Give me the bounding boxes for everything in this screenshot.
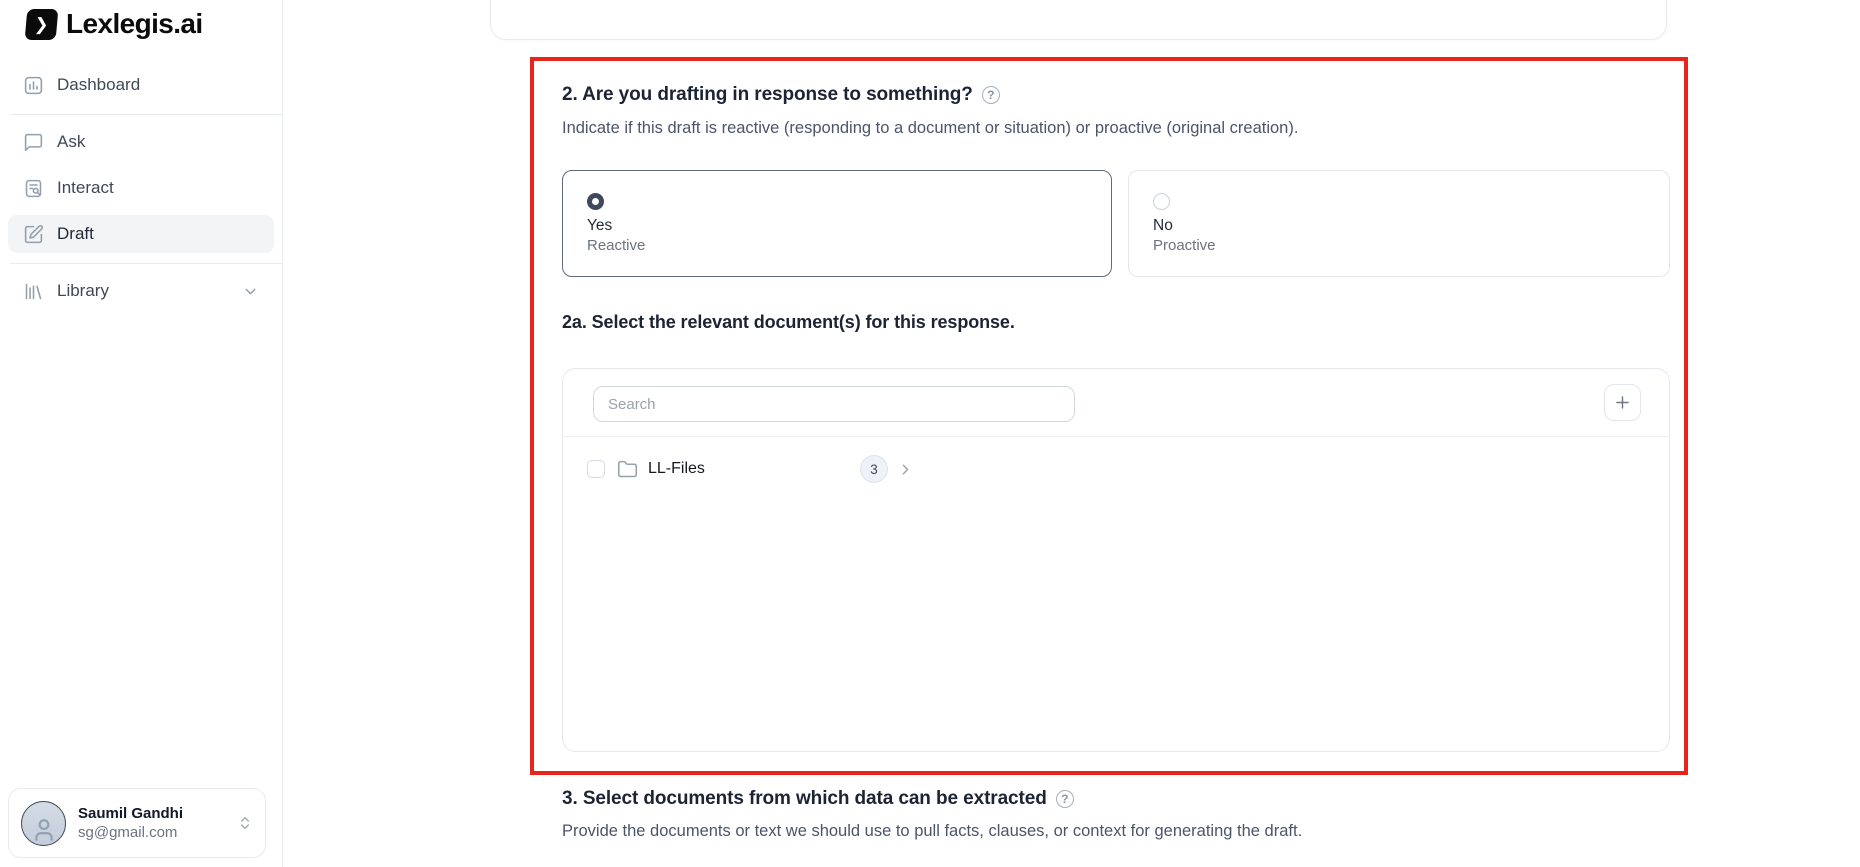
question3-title-text: 3. Select documents from which data can be extracted	[562, 788, 1047, 809]
option-sublabel: Reactive	[587, 237, 646, 254]
sidebar-item-label: Interact	[57, 178, 114, 197]
question2-title	[562, 84, 1000, 106]
file-checkbox[interactable]	[587, 460, 605, 478]
file-row[interactable]	[563, 446, 1669, 492]
bar-chart-icon	[23, 75, 44, 96]
chevron-right-icon[interactable]	[897, 461, 914, 478]
option-label: No	[1153, 217, 1173, 234]
search-input[interactable]	[593, 386, 1075, 422]
user-meta	[78, 804, 225, 843]
sidebar-item-label: Library	[57, 281, 109, 300]
sidebar-item-draft[interactable]	[8, 215, 274, 253]
sidebar-item-ask[interactable]	[8, 123, 274, 161]
file-name: LL-Files	[648, 460, 705, 477]
sidebar-item-interact[interactable]	[8, 169, 274, 207]
sidebar-item-label: Dashboard	[57, 75, 141, 94]
brand-logo-icon: ❯	[25, 9, 59, 40]
sidebar-divider	[10, 114, 282, 115]
user-email: sg@gmail.com	[78, 824, 178, 841]
option-no-proactive[interactable]	[1128, 170, 1670, 277]
avatar	[21, 801, 66, 846]
file-count-badge: 3	[860, 455, 888, 483]
sidebar-item-label: Draft	[57, 224, 94, 243]
help-icon[interactable]: ?	[982, 86, 1000, 104]
document-search-icon	[23, 178, 44, 199]
plus-icon	[1613, 393, 1632, 412]
question2a-title	[562, 312, 1015, 333]
brand-logo[interactable]	[26, 8, 203, 40]
sidebar-item-dashboard[interactable]	[8, 66, 274, 104]
sidebar	[0, 0, 283, 867]
edit-icon	[23, 224, 44, 245]
radio-unselected-icon[interactable]	[1153, 193, 1170, 210]
question2-description: Indicate if this draft is reactive (responding to a document or situation) or proactive (original creation).	[562, 119, 1299, 137]
help-icon[interactable]: ?	[1056, 790, 1074, 808]
main-content	[284, 0, 1860, 867]
chevron-down-icon	[242, 283, 259, 300]
option-sublabel: Proactive	[1153, 237, 1216, 254]
user-card[interactable]	[8, 788, 266, 858]
folder-icon	[617, 459, 638, 480]
option-yes-reactive[interactable]	[562, 170, 1112, 277]
document-picker-panel	[562, 368, 1670, 752]
sidebar-nav	[8, 66, 274, 318]
previous-section-card-partial	[490, 0, 1667, 40]
question3-title	[562, 788, 1074, 810]
question3-description: Provide the documents or text we should use to pull facts, clauses, or context for generating the draft.	[562, 822, 1303, 840]
sidebar-item-library[interactable]	[8, 272, 274, 310]
library-icon	[23, 281, 44, 302]
question2-title-text: 2. Are you drafting in response to something?	[562, 84, 973, 105]
sidebar-item-label: Ask	[57, 132, 86, 151]
chat-bubble-icon	[23, 132, 44, 153]
user-name: Saumil Gandhi	[78, 804, 184, 822]
add-document-button[interactable]	[1604, 384, 1641, 421]
sidebar-divider	[10, 263, 282, 264]
question2-options	[562, 170, 1670, 277]
chevrons-up-down-icon	[237, 815, 253, 831]
brand-name: Lexlegis.ai	[66, 8, 203, 39]
radio-selected-icon[interactable]	[587, 193, 604, 210]
option-label: Yes	[587, 217, 613, 234]
question2a-title-text: 2a. Select the relevant document(s) for this response.	[562, 312, 1015, 332]
panel-divider	[563, 436, 1669, 437]
